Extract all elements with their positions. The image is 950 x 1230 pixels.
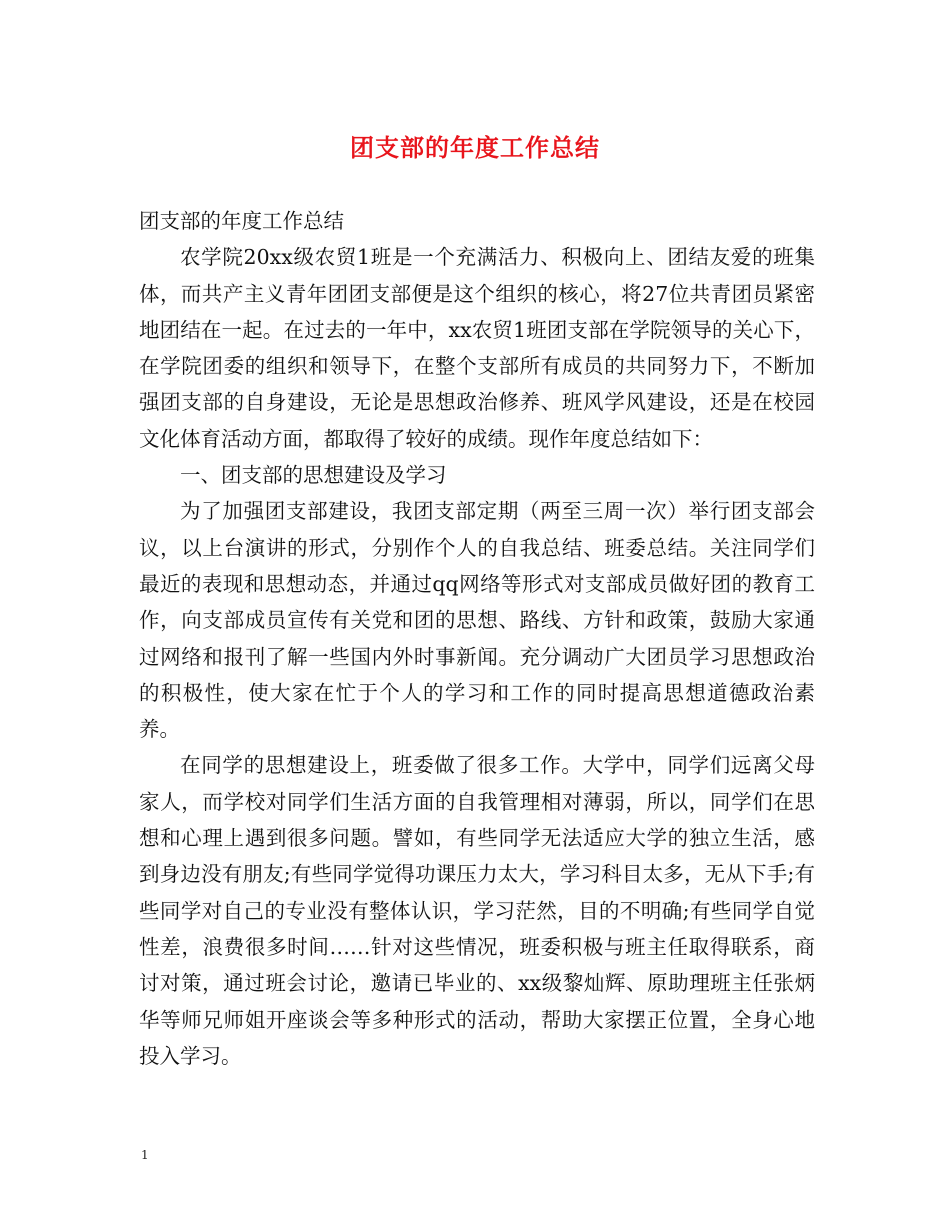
document-body [139, 203, 815, 1074]
section-heading-1: 一、团支部的思想建设及学习 [180, 463, 447, 488]
paragraph-ideology: 为了加强团支部建设，我团支部定期（两至三周一次）举行团支部会议，以上台演讲的形式，分别作个人的自我总结、班委总结。关注同学们最近的表现和思想动态，并通过qq网络等形式对支部成员做好团的教育工作，向支部成员宣传有关党和团的思想、路线、方针和政策，鼓励大家通过网络和报刊了解一些国内外时事新闻。充分调动广大团员学习思想政治的积极性，使大家在忙于个人的学习和工作的同时提高思想道德政治素养。 [139, 499, 815, 742]
document-subtitle: 团支部的年度工作总结 [139, 209, 344, 233]
paragraph-student-ideology: 在同学的思想建设上，班委做了很多工作。大学中，同学们远离父母家人，而学校对同学们生活方面的自我管理相对薄弱，所以，同学们在思想和心理上遇到很多问题。譬如，有些同学无法适应大学的独立生活，感到身边没有朋友;有些同学觉得功课压力太大，学习科目太多，无从下手;有些同学对自己的专业没有整体认识，学习茫然，目的不明确;有些同学自觉性差，浪费很多时间……针对这些情况，班委积极与班主任取得联系，商讨对策，通过班会讨论，邀请已毕业的、xx级黎灿辉、原助理班主任张炳华等师兄师姐开座谈会等多种形式的活动，帮助大家摆正位置，全身心地投入学习。 [139, 753, 815, 1068]
document-title: 团支部的年度工作总结 [350, 133, 600, 162]
page-number: 1 [141, 1148, 149, 1162]
paragraph-intro: 农学院20xx级农贸1班是一个充满活力、积极向上、团结友爱的班集体，而共产主义青年团团支部便是这个组织的核心，将27位共青团员紧密地团结在一起。在过去的一年中，xx农贸1班团支部在学院领导的关心下，在学院团委的组织和领导下，在整个支部所有成员的共同努力下，不断加强团支部的自身建设，无论是思想政治修养、班风学风建设，还是在校园文化体育活动方面，都取得了较好的成绩。现作年度总结如下： [139, 245, 815, 451]
